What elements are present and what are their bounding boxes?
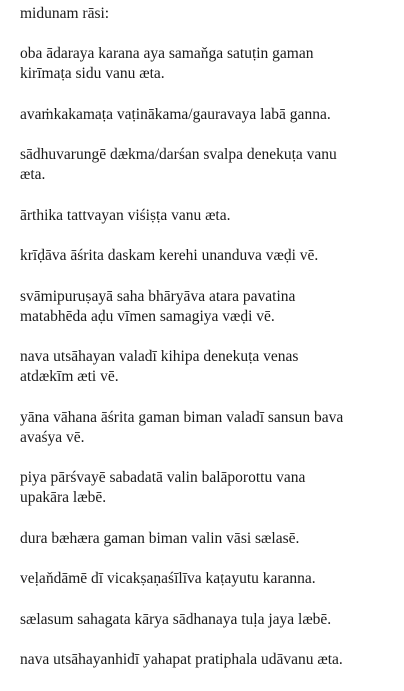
paragraph-8 [20, 408, 400, 448]
paragraph-line: nava utsāhayanhidī yahapat pratiphala udāvanu æta. [20, 651, 343, 668]
paragraph-line: kirīmaṭa sidu vanu æta. [20, 65, 165, 82]
paragraph-line: avaṁkakamaṭa vaṭinākama/gauravaya labā ganna. [20, 105, 331, 123]
paragraph-line: nava utsāhayan valadī kihipa denekuṭa venas [20, 348, 299, 365]
paragraph-1 [20, 44, 400, 84]
paragraph-line: ārthika tattvayan viśiṣṭa vanu æta. [20, 206, 231, 224]
paragraph-4 [20, 206, 400, 226]
paragraph-9 [20, 468, 400, 508]
paragraph-line: krīḍāva āśrita daskam kerehi unanduva væḍi vē. [20, 247, 319, 264]
paragraph-line: veḷaňdāmē dī vicakṣaṇaśīlīva kaṭayutu karanna. [20, 570, 316, 587]
paragraph-line: atdækīm æti vē. [20, 368, 119, 385]
paragraph-2 [20, 105, 400, 125]
paragraph-line: matabhēda aḍu vīmen samagiya væḍi vē. [20, 307, 275, 325]
paragraph-line: upakāra læbē. [20, 489, 107, 506]
paragraph-10 [20, 529, 400, 549]
paragraph-7 [20, 347, 400, 387]
paragraph-line: sælasum sahagata kārya sādhanaya tuḷa jaya læbē. [20, 610, 332, 628]
paragraph-line: yāna vāhana āśrita gaman biman valadī sansun bava [20, 408, 344, 426]
paragraph-line: æta. [20, 166, 46, 183]
paragraph-line: oba ādaraya karana aya samaňga satuṭin gaman [20, 45, 314, 62]
paragraph-line: svāmipuruṣayā saha bhāryāva atara pavatina [20, 287, 296, 305]
page-title: midunam rāsi: [20, 5, 110, 22]
paragraph-line: avaśya vē. [20, 428, 85, 446]
paragraph-11 [20, 569, 400, 589]
paragraph-13 [20, 650, 400, 670]
horoscope-text [20, 4, 400, 691]
paragraph-line: sādhuvarungē dækma/darśan svalpa denekuṭa vanu [20, 146, 337, 163]
paragraph-12 [20, 610, 400, 630]
paragraph-line: dura bæhæra gaman biman valin vāsi sælasē. [20, 529, 300, 547]
paragraph-5 [20, 246, 400, 266]
paragraph-3 [20, 145, 400, 185]
paragraph-line: piya pārśvayē sabadatā valin balāporottu vana [20, 469, 306, 486]
paragraph-6 [20, 287, 400, 327]
